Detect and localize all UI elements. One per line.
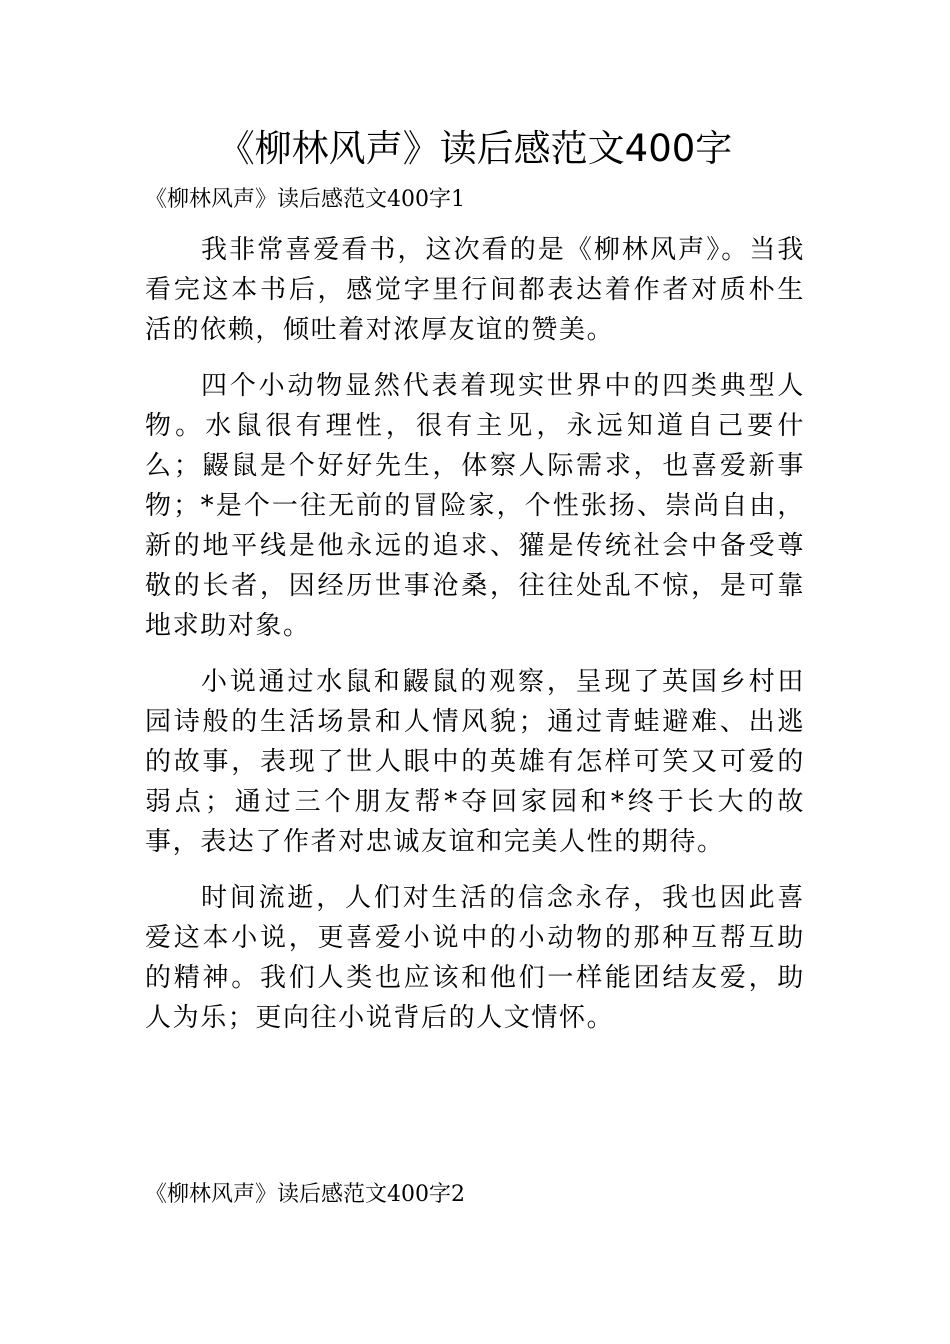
section-heading-1: 《柳林风声》读后感范文400字1 (145, 187, 465, 212)
section-1-body (145, 230, 805, 1054)
paragraph-4: 时间流逝，人们对生活的信念永存，我也因此喜爱这本小说，更喜爱小说中的小动物的那种互帮互助的精神。我们人类也应该和他们一样能团结友爱，助人为乐；更向往小说背后的人文情怀。 (145, 883, 805, 1033)
section-heading-2: 《柳林风声》读后感范文400字2 (145, 1182, 465, 1207)
paragraph-1: 我非常喜爱看书，这次看的是《柳林风声》。当我看完这本书后，感觉字里行间都表达着作者对质朴生活的依赖，倾吐着对浓厚友谊的赞美。 (145, 235, 805, 345)
paragraph-3: 小说通过水鼠和鼹鼠的观察，呈现了英国乡村田园诗般的生活场景和人情风貌；通过青蛙避难、出逃的故事，表现了世人眼中的英雄有怎样可笑又可爱的弱点；通过三个朋友帮*夺回家园和*终于长大的故事，表达了作者对忠诚友谊和完美人性的期待。 (145, 667, 805, 857)
document-title: 《柳林风声》读后感范文400字 (217, 127, 733, 170)
paragraph-2: 四个小动物显然代表着现实世界中的四类典型人物。水鼠很有理性，很有主见，永远知道自己要什么；鼹鼠是个好好先生，体察人际需求，也喜爱新事物；*是个一往无前的冒险家，个性张扬、崇尚自由，新的地平线是他永远的追求、獾是传统社会中备受尊敬的长者，因经历世事沧桑，往往处乱不惊，是可靠地求助对象。 (145, 371, 805, 641)
